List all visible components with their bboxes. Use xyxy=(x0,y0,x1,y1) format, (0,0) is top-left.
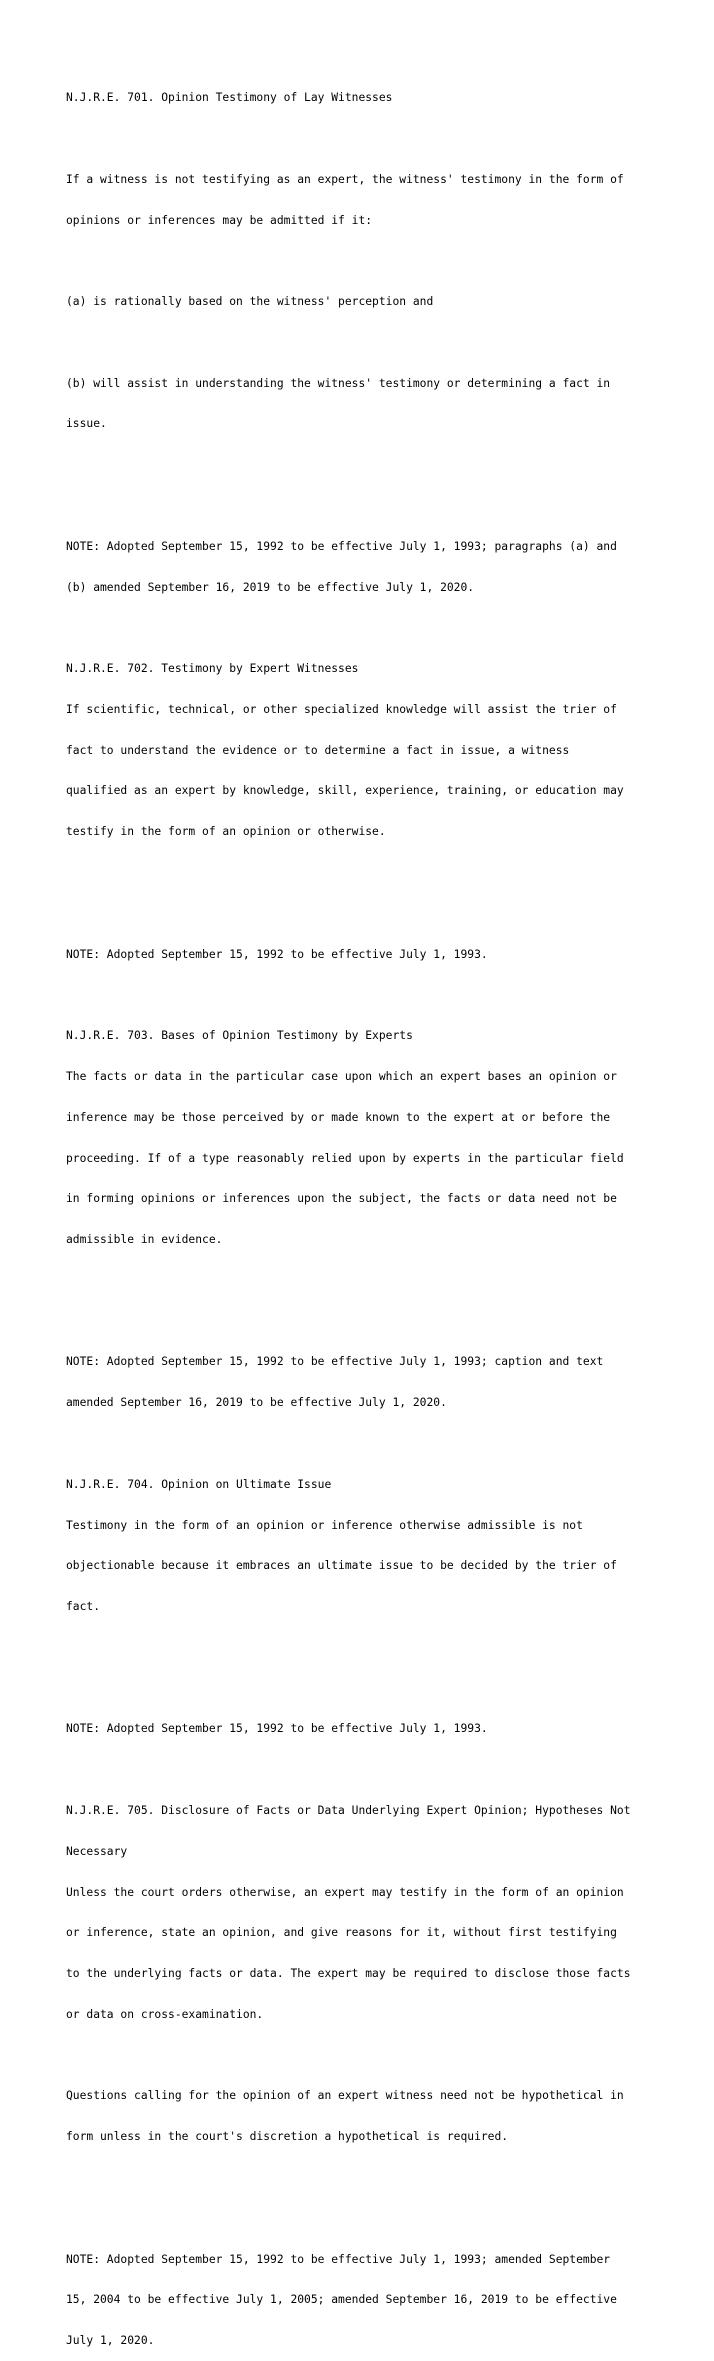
rule-705-text-line: or inference, state an opinion, and give reasons for it, without first testifying xyxy=(66,1926,617,1940)
rule-704-text-line: fact. xyxy=(66,1600,101,1614)
rule-704-heading: N.J.R.E. 704. Opinion on Ultimate Issue xyxy=(66,1477,332,1491)
rule-704-note: NOTE: Adopted September 15, 1992 to be effective July 1, 1993. xyxy=(66,1722,488,1736)
rule-702-heading: N.J.R.E. 702. Testimony by Expert Witnesses xyxy=(66,662,359,676)
rule-704-text-line: Testimony in the form of an opinion or inference otherwise admissible is not xyxy=(66,1518,583,1532)
rule-701-note: (b) amended September 16, 2019 to be effective July 1, 2020. xyxy=(66,580,475,594)
rule-702-note: NOTE: Adopted September 15, 1992 to be effective July 1, 1993. xyxy=(66,947,488,961)
rule-703-note: amended September 16, 2019 to be effective July 1, 2020. xyxy=(66,1396,447,1410)
blank-line xyxy=(66,1682,666,1696)
rule-705-note: July 1, 2020. xyxy=(66,2334,155,2348)
rule-705-heading: Necessary xyxy=(66,1844,128,1858)
rule-703-text-line: The facts or data in the particular case upon which an expert bases an opinion or xyxy=(66,1069,617,1083)
rule-703-heading: N.J.R.E. 703. Bases of Opinion Testimony by Experts xyxy=(66,1029,413,1043)
blank-line xyxy=(66,1763,666,1777)
blank-line xyxy=(66,132,666,146)
blank-line xyxy=(66,1437,666,1451)
blank-line xyxy=(66,254,666,268)
rule-703-text-line: inference may be those perceived by or made known to the expert at or before the xyxy=(66,1110,611,1124)
rule-701-paragraph-b: issue. xyxy=(66,417,107,431)
rule-701-paragraph-b: (b) will assist in understanding the witness' testimony or determining a fact in xyxy=(66,376,611,390)
blank-line xyxy=(66,1641,666,1655)
rule-702-text-line: fact to understand the evidence or to determine a fact in issue, a witness xyxy=(66,743,570,757)
document-page xyxy=(66,64,666,2361)
rule-701-paragraph-a: (a) is rationally based on the witness' perception and xyxy=(66,295,434,309)
rule-705-note: 15, 2004 to be effective July 1, 2005; amended September 16, 2019 to be effective xyxy=(66,2293,617,2307)
rule-702-text-line: If scientific, technical, or other specialized knowledge will assist the trier of xyxy=(66,702,617,716)
blank-line xyxy=(66,988,666,1002)
rule-705-text-line: or data on cross-examination. xyxy=(66,2007,264,2021)
rule-702-text-line: testify in the form of an opinion or otherwise. xyxy=(66,825,386,839)
rule-704-text-line: objectionable because it embraces an ultimate issue to be decided by the trier of xyxy=(66,1559,617,1573)
blank-line xyxy=(66,2171,666,2185)
rule-703-note: NOTE: Adopted September 15, 1992 to be effective July 1, 1993; caption and text xyxy=(66,1355,604,1369)
rule-705-heading: N.J.R.E. 705. Disclosure of Facts or Data Underlying Expert Opinion; Hypotheses Not xyxy=(66,1804,631,1817)
rule-703-text-line: proceeding. If of a type reasonably relied upon by experts in the particular field xyxy=(66,1151,624,1165)
blank-line xyxy=(66,907,666,921)
rule-705-text-line: Questions calling for the opinion of an expert witness need not be hypothetical in xyxy=(66,2089,624,2103)
rule-701-text-line: If a witness is not testifying as an expert, the witness' testimony in the form of xyxy=(66,172,624,186)
blank-line xyxy=(66,499,666,513)
blank-line xyxy=(66,458,666,472)
blank-line xyxy=(66,2049,666,2063)
rule-701-text-line: opinions or inferences may be admitted if it: xyxy=(66,213,373,227)
blank-line xyxy=(66,1315,666,1329)
blank-line xyxy=(66,866,666,880)
rule-703-text-line: admissible in evidence. xyxy=(66,1233,223,1247)
blank-line xyxy=(66,621,666,635)
rule-705-note: NOTE: Adopted September 15, 1992 to be effective July 1, 1993; amended September xyxy=(66,2252,611,2266)
rule-703-text-line: in forming opinions or inferences upon the subject, the facts or data need not be xyxy=(66,1192,617,1206)
blank-line xyxy=(66,2212,666,2226)
rule-705-text-line: to the underlying facts or data. The expert may be required to disclose those facts xyxy=(66,1967,631,1981)
rule-705-text-line: Unless the court orders otherwise, an expert may testify in the form of an opinion xyxy=(66,1885,624,1899)
rule-701-heading: N.J.R.E. 701. Opinion Testimony of Lay Witnesses xyxy=(66,91,393,105)
rule-705-text-line: form unless in the court's discretion a hypothetical is required. xyxy=(66,2130,509,2144)
rule-702-text-line: qualified as an expert by knowledge, skill, experience, training, or education may xyxy=(66,784,624,798)
rule-701-note: NOTE: Adopted September 15, 1992 to be effective July 1, 1993; paragraphs (a) and xyxy=(66,539,617,553)
blank-line xyxy=(66,1274,666,1288)
blank-line xyxy=(66,336,666,350)
